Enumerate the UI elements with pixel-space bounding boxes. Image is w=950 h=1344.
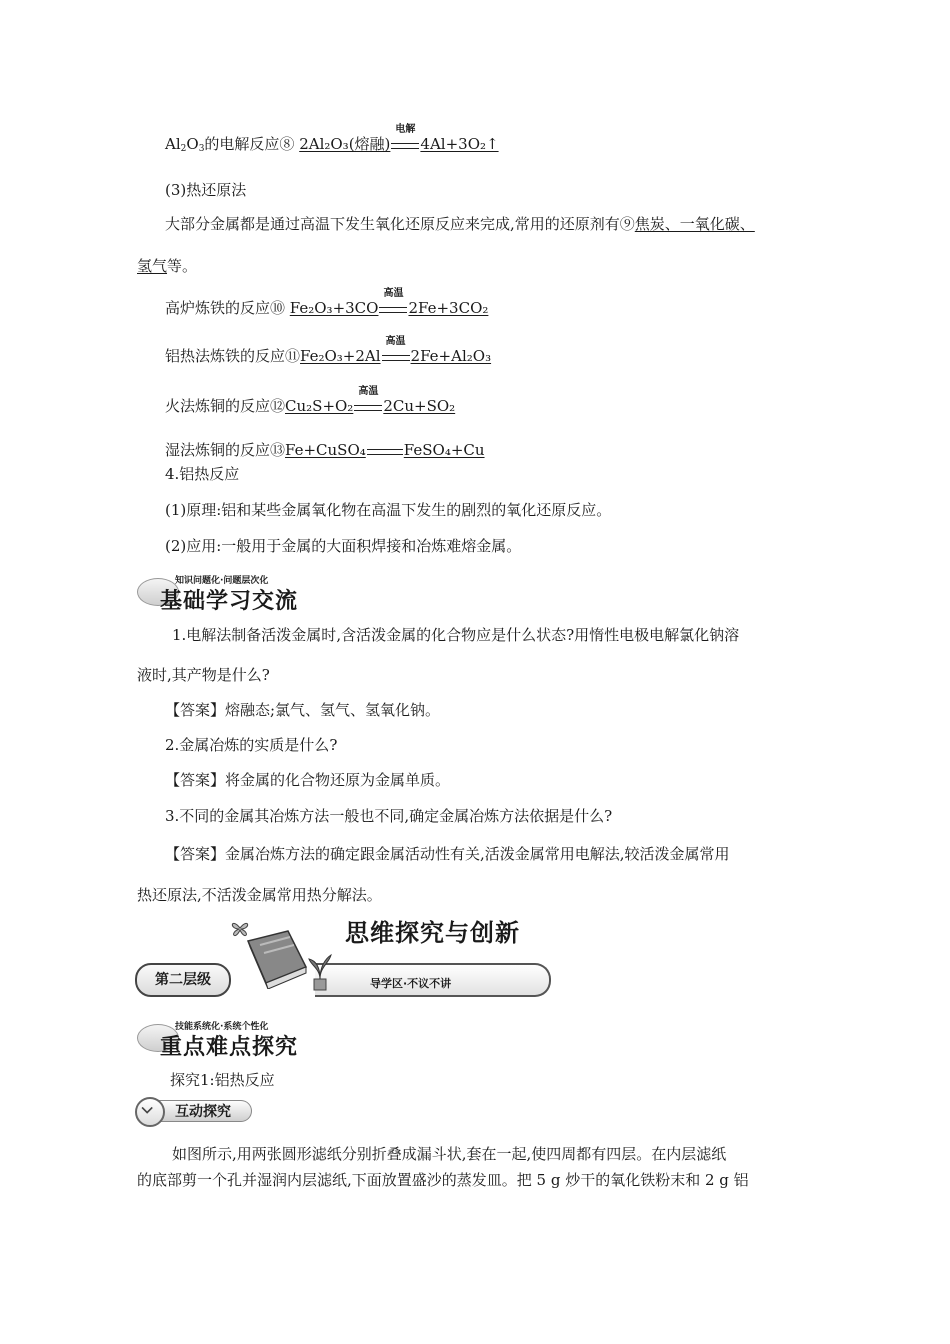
reaction-electrolysis: $Al_2O_3$的电解反应⑧ 2Al₂O₃(熔融) 电解 4Al+3O₂↑ [165,124,499,154]
butterfly-icon [227,915,253,941]
condition-mark: 高温 [381,346,411,366]
body-paragraph-1: 如图所示,用两张圆形滤纸分别折叠成漏斗状,套在一起,使四周都有四层。在内层滤纸 [172,1145,727,1163]
answer-3-cont: 热还原法,不活泼金属常用热分解法。 [137,886,382,904]
level-tab: 第二层级 [135,963,231,997]
equals-mark [366,440,404,460]
reaction-wet-copper: 湿法炼铜的反应⑬Fe+CuSO₄ FeSO₄+Cu [165,441,485,459]
plant-icon [307,951,333,991]
thermite-application: (2)应用:一般用于金属的大面积焊接和冶炼难熔金属。 [165,537,522,555]
section-title: 重点难点探究 [160,1035,299,1060]
condition-mark: 电解 [390,134,420,154]
heading-thermite: 4.铝热反应 [165,465,240,483]
reaction-blast-furnace: 高炉炼铁的反应⑩ Fe₂O₃+3CO 高温 2Fe+3CO₂ [165,288,489,317]
level-banner [135,915,553,997]
section-subtitle: 知识问题化·问题层次化 [175,576,269,586]
reaction-fire-copper: 火法炼铜的反应⑫Cu₂S+O₂ 高温 2Cu+SO₂ [165,386,456,415]
chevron-circle-icon [135,1097,165,1127]
question-3: 3.不同的金属其冶炼方法一般也不同,确定金属冶炼方法依据是什么? [165,807,613,825]
interactive-explore-tag: 互动探究 [135,1097,253,1125]
para-reducers: 大部分金属都是通过高温下发生氧化还原反应来完成,常用的还原剂有⑨焦炭、一氧化碳、 [165,215,755,233]
banner-subtitle: 导学区·不议不讲 [370,977,452,990]
thermite-principle: (1)原理:铝和某些金属氧化物在高温下发生的剧烈的氧化还原反应。 [165,501,612,519]
question-2: 2.金属冶炼的实质是什么? [165,736,338,754]
question-1: 1.电解法制备活泼金属时,含活泼金属的化合物应是什么状态?用惰性电极电解氯化钠溶 [172,626,740,644]
body-paragraph-2: 的底部剪一个孔并湿润内层滤纸,下面放置盛沙的蒸发皿。把 5 g 炒干的氧化铁粉末和 2 g 铝 [137,1171,749,1189]
reaction-thermite-iron: 铝热法炼铁的反应⑪Fe₂O₃+2Al 高温 2Fe+Al₂O₃ [165,336,492,365]
section-title: 基础学习交流 [160,589,299,614]
banner-title: 思维探究与创新 [345,919,520,947]
eq-right: 4Al+3O₂↑ [420,135,499,153]
explore-heading: 探究1:铝热反应 [170,1071,275,1089]
condition-mark: 高温 [378,298,408,318]
eq-left: 2Al₂O₃(熔融) [299,135,391,153]
answer-2: 【答案】将金属的化合物还原为金属单质。 [165,771,451,789]
answer-1: 【答案】熔融态;氯气、氢气、氢氧化钠。 [165,701,441,719]
para-reducers-cont: 氢气等。 [137,257,198,275]
section-subtitle: 技能系统化·系统个性化 [175,1022,269,1032]
heading-thermal-reduction: (3)热还原法 [165,181,247,199]
question-1-cont: 液时,其产物是什么? [137,666,270,684]
answer-3: 【答案】金属冶炼方法的确定跟金属活动性有关,活泼金属常用电解法,较活泼金属常用 [165,845,730,863]
condition-mark: 高温 [353,396,383,416]
